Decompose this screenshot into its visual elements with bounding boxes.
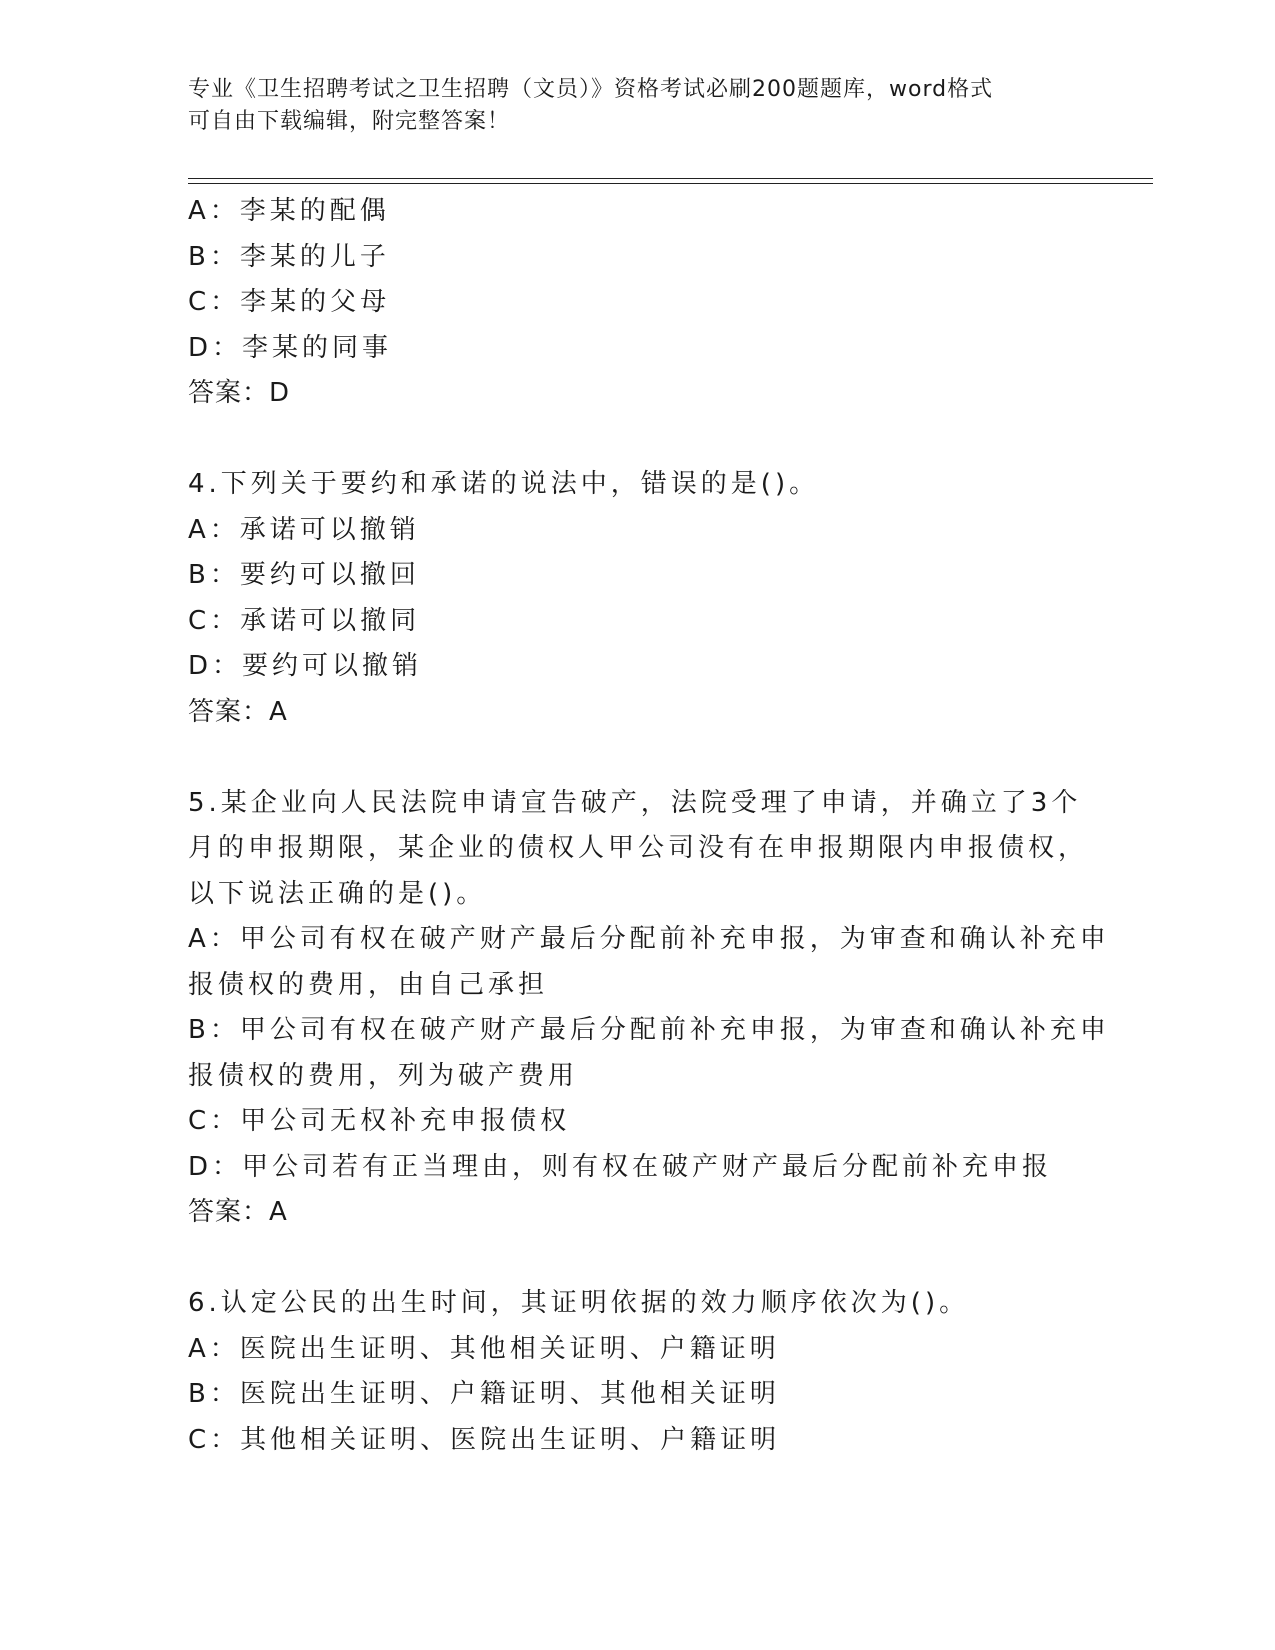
option-d: D：要约可以撤销 [188,651,423,681]
header-divider-top [188,178,1153,179]
header-line-2: 可自由下载编辑，附完整答案！ [188,109,511,134]
option-b-line-2: 报债权的费用，列为破产费用 [188,1060,579,1091]
question-4 [188,462,1088,735]
question-text: 4.下列关于要约和承诺的说法中，错误的是()。 [188,469,820,499]
option-d: D：李某的同事 [188,332,393,363]
option-a: A：承诺可以撤销 [188,514,420,545]
option-c: C：承诺可以撤同 [188,605,421,636]
option-b: B：李某的儿子 [188,241,390,272]
document-header [188,74,1068,138]
question-text: 6.认定公民的出生时间，其证明依据的效力顺序依次为()。 [188,1288,970,1318]
spacer [188,1236,1088,1282]
option-b-line-1: B：甲公司有权在破产财产最后分配前补充申报，为审查和确认补充申 [188,1015,1110,1045]
option-a-line-2: 报债权的费用，由自己承担 [188,969,549,1000]
option-b: B：要约可以撤回 [188,560,420,590]
question-6 [188,1281,1088,1463]
question-text-line-1: 5.某企业向人民法院申请宣告破产，法院受理了申请，并确立了3个 [188,787,1082,818]
spacer [188,417,1088,463]
option-a-line-1: A：甲公司有权在破产财产最后分配前补充申报，为审查和确认补充申 [188,924,1110,954]
answer: 答案：A [188,696,288,727]
option-d: D：甲公司若有正当理由，则有权在破产财产最后分配前补充申报 [188,1151,1053,1182]
option-c: C：其他相关证明、医院出生证明、户籍证明 [188,1424,781,1455]
header-divider-bottom [188,183,1153,184]
spacer [188,735,1088,781]
question-3 [188,189,1088,417]
option-a: A：医院出生证明、其他相关证明、户籍证明 [188,1333,780,1364]
question-text-line-3: 以下说法正确的是()。 [188,878,487,909]
question-list [188,189,1110,1463]
question-5 [188,781,1110,1236]
option-a: A：李某的配偶 [188,196,390,226]
question-text-line-2: 月的申报期限，某企业的债权人甲公司没有在申报期限内申报债权， [188,833,1089,863]
option-c: C：李某的父母 [188,287,391,317]
header-line-1: 专业《卫生招聘考试之卫生招聘（文员）》资格考试必刷200题题库，word格式 [188,77,994,102]
answer: 答案：A [188,1197,288,1227]
option-b: B：医院出生证明、户籍证明、其他相关证明 [188,1379,780,1409]
answer: 答案：D [188,378,291,408]
option-c: C：甲公司无权补充申报债权 [188,1106,571,1136]
